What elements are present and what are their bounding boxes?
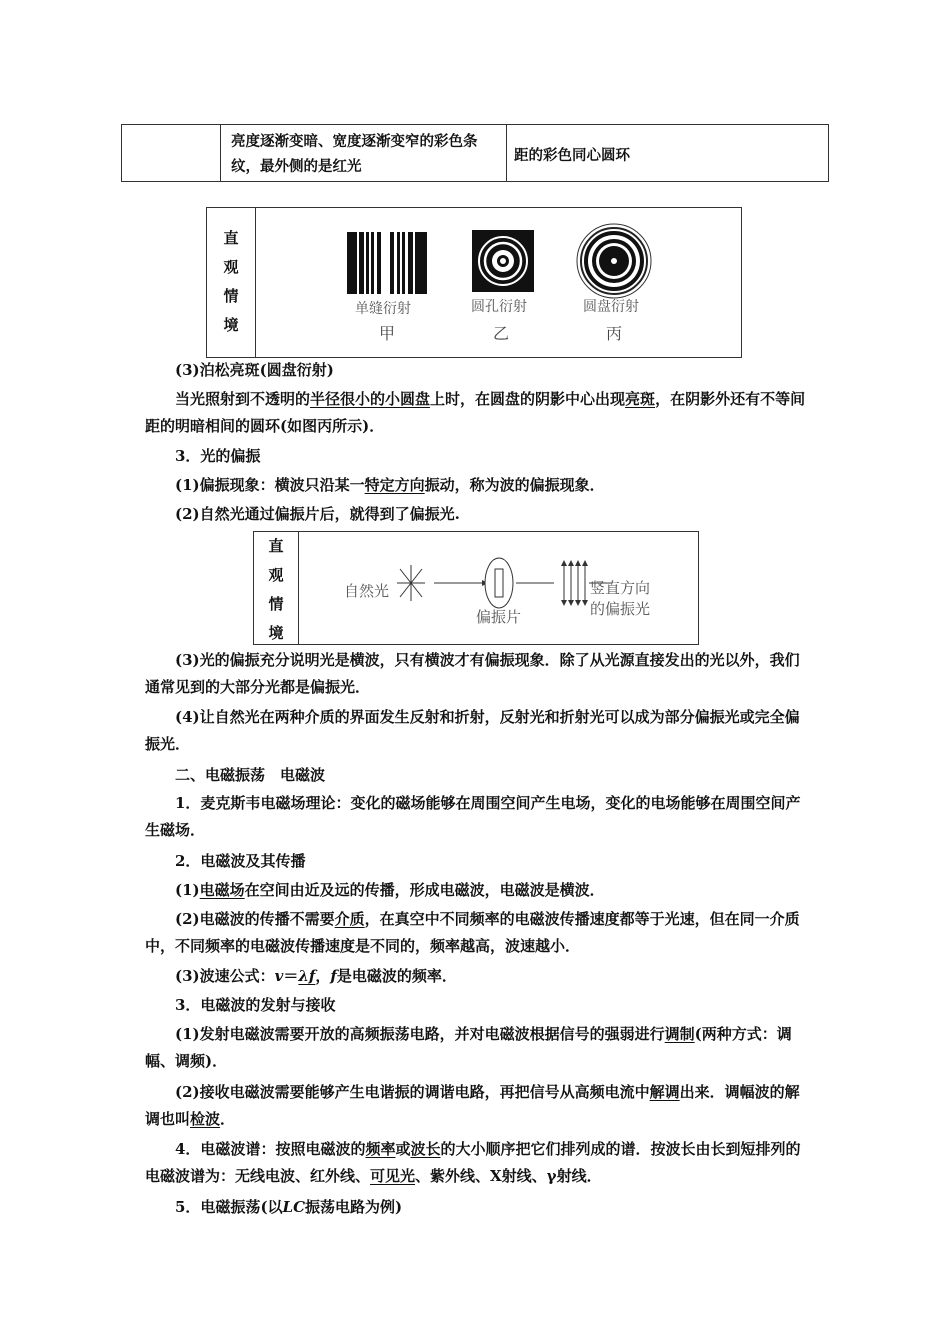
vertical-polarized-label-line2: 的偏振光: [590, 600, 651, 618]
text-run: (1): [175, 881, 200, 899]
table-cell-middle-text: 亮度逐渐变暗、宽度逐渐变窄的彩色条纹，最外侧的是红光: [231, 133, 478, 175]
figure-label-char: 观: [268, 566, 284, 584]
text-run: 5．电磁振荡(以: [175, 1198, 283, 1216]
formula-var: f: [330, 967, 337, 985]
em-s2-p3: [175, 963, 815, 990]
polarizer-figure: [253, 531, 699, 645]
poisson-heading: (3)泊松亮斑(圆盘衍射): [175, 361, 334, 379]
text-run: 出来．调幅波的解调也叫: [145, 1083, 800, 1128]
em-s3-p2: [145, 1079, 810, 1133]
em-s2-heading: 2．电磁波及其传播: [175, 852, 306, 870]
em-s3-heading: 3．电磁波的发射与接收: [175, 996, 336, 1014]
figure-label-char: 情: [268, 595, 284, 613]
figure-label-char: 情: [223, 287, 239, 305]
text-run: 在空间由近及远的传播，形成电磁波，电磁波是横波．: [244, 881, 605, 899]
figure-label-char: 境: [268, 624, 284, 642]
diffraction-figure: [206, 207, 742, 358]
circular-disk-pattern-image: [575, 222, 653, 300]
text-run: (1)发射电磁波需要开放的高频振荡电路，并对电磁波根据信号的强弱进行: [175, 1025, 665, 1043]
text-run: 上时，在圆盘的阴影中心出现: [430, 390, 626, 408]
em-s2-p1: [175, 877, 815, 904]
text-run: (3)波速公式：: [175, 967, 275, 985]
text-run: 、紫外线、X射线、γ射线．: [415, 1167, 602, 1185]
text-run: 是电磁波的频率．: [336, 967, 457, 985]
single-slit-caption: 单缝衍射: [355, 301, 411, 317]
text-run: 振动，称为波的偏振现象．: [424, 476, 605, 494]
em-s5: [175, 1194, 815, 1221]
em-s3-p1: [145, 1021, 810, 1075]
underlined-term: 检波: [190, 1110, 221, 1128]
underlined-term: 半径很小的小圆盘: [310, 390, 431, 408]
single-slit-sub: 甲: [379, 324, 396, 343]
text-run: (两种方式：调幅、调频)．: [145, 1025, 792, 1070]
circular-disk-caption: 圆盘衍射: [583, 299, 639, 315]
figure-label-char: 直: [268, 537, 284, 555]
underlined-term: 解调: [649, 1083, 680, 1101]
text-run: ．: [220, 1110, 236, 1128]
polarization-p3: (3)光的偏振充分说明光是横波，只有横波才有偏振现象．除了从光源直接发出的光以外，我们通常见到的大部分光都是偏振光．: [145, 651, 800, 696]
text-run: (2)接收电磁波需要能够产生电谐振的调谐电路，再把信号从高频电流中: [175, 1083, 650, 1101]
polarizer-label: 偏振片: [476, 608, 522, 626]
underlined-term: 调制: [664, 1025, 695, 1043]
text-run: ，在阴影外还有不等间距的明暗相间的圆环(如图丙所示)．: [145, 390, 806, 435]
text-run: 振荡电路为例): [305, 1198, 403, 1216]
underlined-term: 介质: [334, 910, 365, 928]
natural-light-label: 自然光: [344, 582, 390, 600]
circular-hole-sub: 乙: [493, 324, 510, 343]
formula-var: λf: [298, 967, 316, 985]
single-slit-pattern-image: [347, 232, 427, 294]
table-cell-right-text: 距的彩色同心圆环: [514, 147, 630, 164]
underlined-term: 电磁场: [199, 881, 245, 899]
underlined-term: 亮斑: [625, 390, 656, 408]
em-s4: [145, 1136, 810, 1190]
underlined-term: 特定方向: [364, 476, 425, 494]
circular-hole-pattern-image: [472, 230, 534, 292]
em-s1: 1．麦克斯韦电磁场理论：变化的磁场能够在周围空间产生电场，变化的电场能够在周围空间产生磁场．: [145, 794, 801, 839]
text-run: (1)偏振现象：横波只沿某一: [175, 476, 365, 494]
figure-label-char: 观: [223, 258, 239, 276]
vertical-polarized-label-line1: 竖直方向: [590, 579, 651, 597]
table-cell-middle: [221, 125, 507, 181]
text-run: ＝: [283, 967, 299, 985]
polarization-p1: [175, 472, 815, 499]
formula-var: LC: [282, 1198, 306, 1216]
text-run: ，: [315, 967, 331, 985]
poisson-paragraph: [145, 386, 810, 440]
circular-disk-sub: 丙: [606, 324, 623, 343]
underlined-term: 可见光: [370, 1167, 416, 1185]
underlined-term: 波长: [410, 1140, 441, 1158]
formula-var: v: [274, 967, 284, 985]
circular-hole-caption: 圆孔衍射: [471, 299, 527, 315]
top-table: [121, 124, 829, 182]
em-section-heading: 二、电磁振荡 电磁波: [175, 766, 326, 784]
figure-label-char: 直: [223, 229, 239, 247]
polarization-p4: (4)让自然光在两种介质的界面发生反射和折射，反射光和折射光可以成为部分偏振光或完全偏振光．: [145, 708, 800, 753]
polarization-heading: 3．光的偏振: [175, 447, 261, 465]
text-run: (2)电磁波的传播不需要: [175, 910, 335, 928]
polarization-p2: (2)自然光通过偏振片后，就得到了偏振光.: [175, 505, 460, 523]
text-run: 4．电磁波谱：按照电磁波的: [175, 1140, 366, 1158]
text-run: ，在真空中不同频率的电磁波传播速度都等于光速，但在同一介质中，不同频率的电磁波传播速度是不同的，频率越高，波速越小．: [145, 910, 800, 955]
figure-label: [254, 532, 299, 644]
em-s2-p2: [145, 906, 810, 960]
text-run: 当光照射到不透明的: [175, 390, 311, 408]
table-cell-empty: [122, 125, 221, 181]
text-run: 的大小顺序把它们排列成的谱．按波长由长到短排列的电磁波谱为：无线电波、红外线、: [145, 1140, 801, 1185]
figure-label-char: 境: [223, 316, 239, 334]
text-run: 或: [395, 1140, 411, 1158]
figure-label: [207, 208, 256, 357]
underlined-term: 频率: [365, 1140, 396, 1158]
